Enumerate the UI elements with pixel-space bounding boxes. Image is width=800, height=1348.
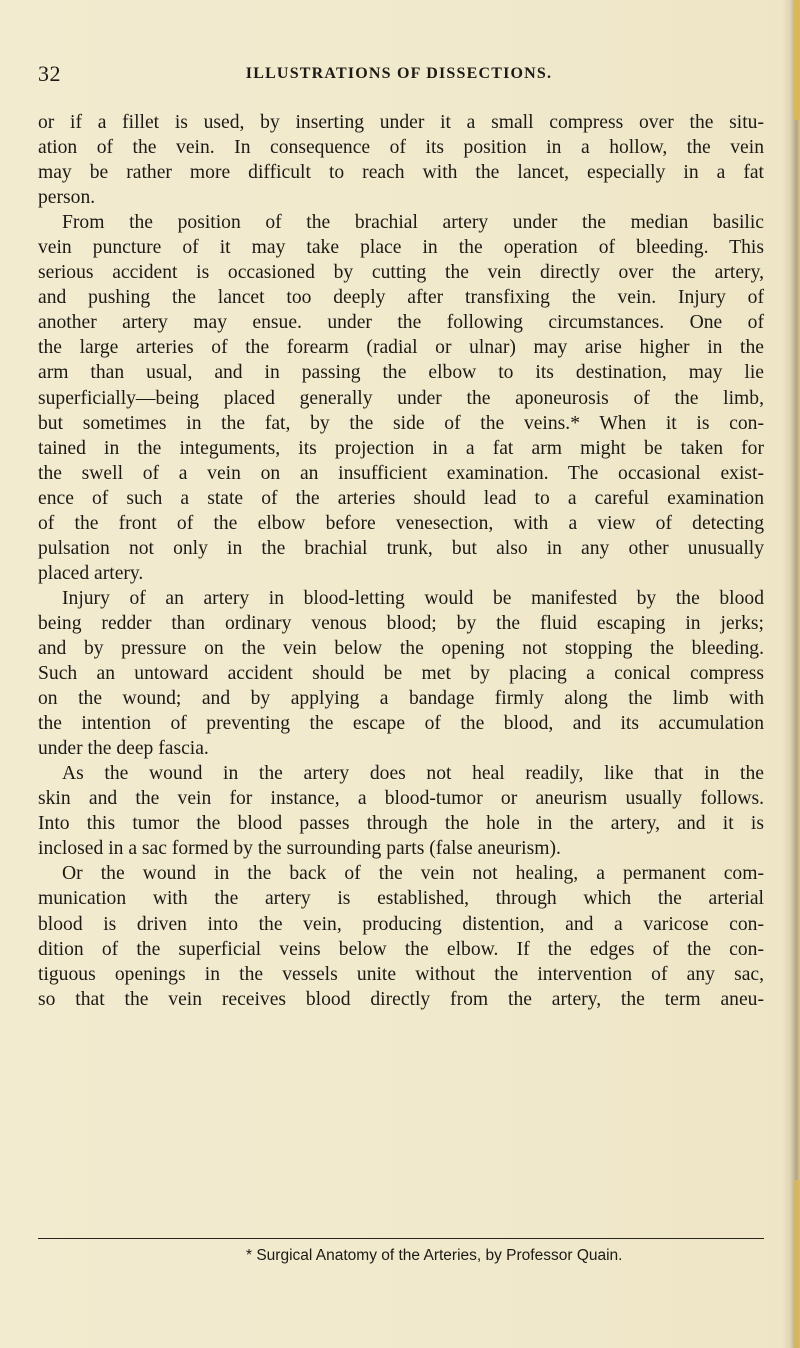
text-line: may be rather more difficult to reach with the lancet, especially in a fat [38, 162, 764, 184]
text-line: tiguous openings in the vessels unite without the intervention of any sac, [38, 963, 764, 985]
text-line: and pushing the lancet too deeply after transfixing the vein. Injury of [38, 287, 764, 309]
text-line: blood is driven into the vein, producing distention, and a varicose con- [38, 913, 764, 935]
text-line: but sometimes in the fat, by the side of the veins.* When it is con- [38, 412, 764, 434]
text-line: Or the wound in the back of the vein not healing, a permanent com- [62, 863, 764, 885]
page-edge-stain [794, 1180, 800, 1348]
text-line: From the position of the brachial artery under the median basilic [62, 212, 764, 234]
text-line: arm than usual, and in passing the elbow to its destination, may lie [38, 362, 764, 384]
text-line: As the wound in the artery does not heal readily, like that in the [62, 763, 764, 785]
page-edge-stain [794, 0, 800, 120]
text-line: of the front of the elbow before venesection, with a view of detecting [38, 512, 764, 534]
body-text [38, 110, 764, 1012]
text-line: so that the vein receives blood directly from the artery, the term aneu- [38, 988, 764, 1010]
footnote-divider [38, 1238, 764, 1239]
text-line: or if a fillet is used, by inserting under it a small compress over the situ- [38, 112, 764, 133]
page-number: 32 [38, 61, 61, 86]
text-line: inclosed in a sac formed by the surrounding parts (false aneurism). [38, 838, 561, 860]
footnote: * Surgical Anatomy of the Arteries, by Professor Quain. [246, 1247, 623, 1264]
text-line: skin and the vein for instance, a blood-tumor or aneurism usually follows. [38, 788, 764, 810]
text-line: the intention of preventing the escape of the blood, and its accumulation [38, 713, 764, 735]
text-line: placed artery. [38, 562, 144, 584]
page-edge-shadow [782, 0, 800, 1348]
text-line: superficially—being placed generally under the aponeurosis of the limb, [38, 387, 764, 409]
text-line: Injury of an artery in blood-letting would be manifested by the blood [62, 587, 764, 609]
text-line: under the deep fascia. [38, 738, 209, 760]
text-line: pulsation not only in the brachial trunk, but also in any other unusually [38, 537, 764, 559]
text-line: being redder than ordinary venous blood; by the fluid escaping in jerks; [38, 612, 764, 634]
running-head [38, 61, 760, 89]
text-line: the large arteries of the forearm (radial or ulnar) may arise higher in the [38, 337, 764, 359]
running-title: ILLUSTRATIONS OF DISSECTIONS. [245, 65, 553, 82]
text-line: tained in the integuments, its projection in a fat arm might be taken for [38, 437, 764, 459]
text-line: the swell of a vein on an insufficient examination. The occasional exist- [38, 462, 764, 484]
text-line: Into this tumor the blood passes through the hole in the artery, and it is [38, 813, 764, 835]
text-line: person. [38, 187, 96, 209]
text-line: vein puncture of it may take place in the operation of bleeding. This [38, 237, 764, 259]
text-line: another artery may ensue. under the following circumstances. One of [38, 312, 764, 334]
text-line: ation of the vein. In consequence of its position in a hollow, the vein [38, 137, 764, 159]
text-line: munication with the artery is established, through which the arterial [38, 888, 764, 910]
text-line: dition of the superficial veins below the elbow. If the edges of the con- [38, 938, 764, 960]
text-line: on the wound; and by applying a bandage firmly along the limb with [38, 688, 764, 710]
text-line: Such an untoward accident should be met by placing a conical compress [38, 663, 764, 685]
text-line: ence of such a state of the arteries should lead to a careful examination [38, 487, 764, 509]
text-line: and by pressure on the vein below the opening not stopping the bleeding. [38, 637, 764, 659]
text-line: serious accident is occasioned by cutting the vein directly over the artery, [38, 262, 764, 284]
